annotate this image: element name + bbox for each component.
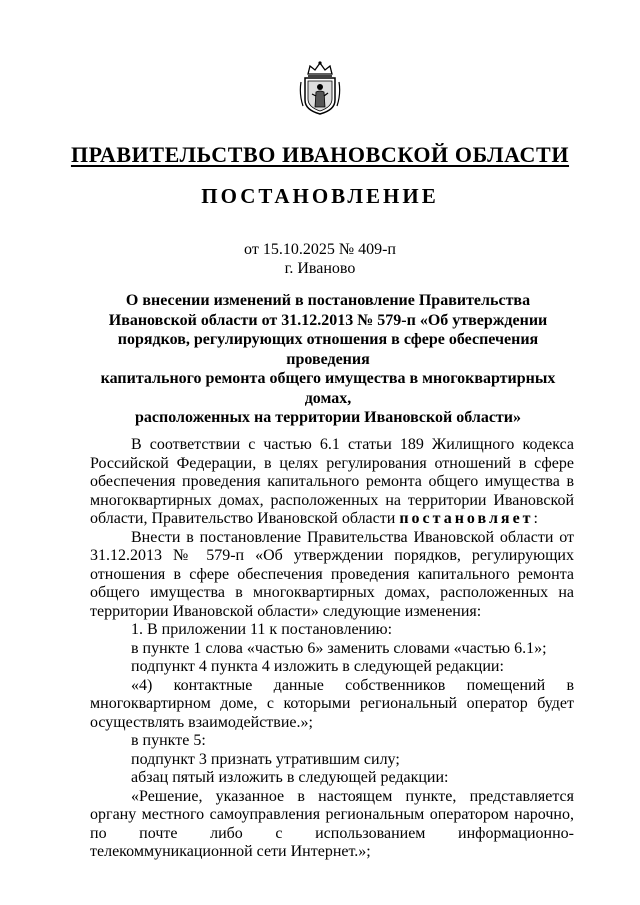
subject-line: порядков, регулирующих отношения в сфере обеспечения проведения — [117, 331, 539, 368]
subject-line: капитального ремонта общего имущества в многоквартирных домах, — [100, 370, 556, 407]
paragraph-amendment-intro: Внести в постановление Правительства Ивановской области от 31.12.2013 № 579-п «Об утверждении порядков, регулирующих отношения в сфере обеспечения проведения капитального ремонта общего имущества в многоквартирных домах, расположенных на территории Ивановской области» следующие изменения: — [90, 528, 574, 620]
paragraph-subpoint-4: подпункт 4 пункта 4 изложить в следующей редакции: — [131, 658, 504, 675]
document-type-heading: ПОСТАНОВЛЕНИЕ — [201, 184, 439, 208]
resolution-keyword: постановляет — [399, 510, 534, 527]
paragraph-item-1: 1. В приложении 11 к постановлению: — [131, 621, 393, 638]
preamble-colon: : — [533, 510, 538, 527]
paragraph-fifth-paragraph: абзац пятый изложить в следующей редакции: — [131, 769, 449, 786]
paragraph-quote-4: «4) контактные данные собственников помещений в многоквартирном доме, с которыми региональный оператор будет осуществлять взаимодействие.»; — [90, 676, 574, 731]
document-date-number: от 15.10.2025 № 409-п — [244, 241, 396, 258]
document-subject — [86, 291, 570, 428]
subject-line: расположенных на территории Ивановской области» — [134, 409, 521, 426]
document-city: г. Иваново — [284, 260, 356, 277]
organization-title: ПРАВИТЕЛЬСТВО ИВАНОВСКОЙ ОБЛАСТИ — [70, 142, 570, 167]
document-body — [90, 436, 574, 862]
paragraph-preamble — [90, 436, 574, 529]
paragraph-quote-decision: «Решение, указанное в настоящем пункте, представляется органу местного самоуправления региональным оператором нарочно, по почте либо с использованием информационно-телекоммуникационной сети Интернет.»; — [90, 787, 574, 860]
subject-line: Ивановской области от 31.12.2013 № 579-п «Об утверждении — [108, 311, 548, 329]
preamble-text: В соответствии с частью 6.1 статьи 189 Жилищного кодекса Российской Федерации, в целях регулирования отношений в сфере обеспечения проведения капитального ремонта общего имущества в многоквартирных домах, расположенных на территории Ивановской области, Правительство Ивановской области — [90, 436, 574, 527]
paragraph-point-5: в пункте 5: — [131, 732, 206, 749]
paragraph-subpoint-3: подпункт 3 признать утратившим силу; — [131, 750, 400, 768]
ivanovo-coat-of-arms-icon — [299, 60, 341, 116]
paragraph-point-1: в пункте 1 слова «частью 6» заменить словами «частью 6.1»; — [131, 639, 547, 657]
subject-line: О внесении изменений в постановление Правительства — [125, 292, 531, 309]
